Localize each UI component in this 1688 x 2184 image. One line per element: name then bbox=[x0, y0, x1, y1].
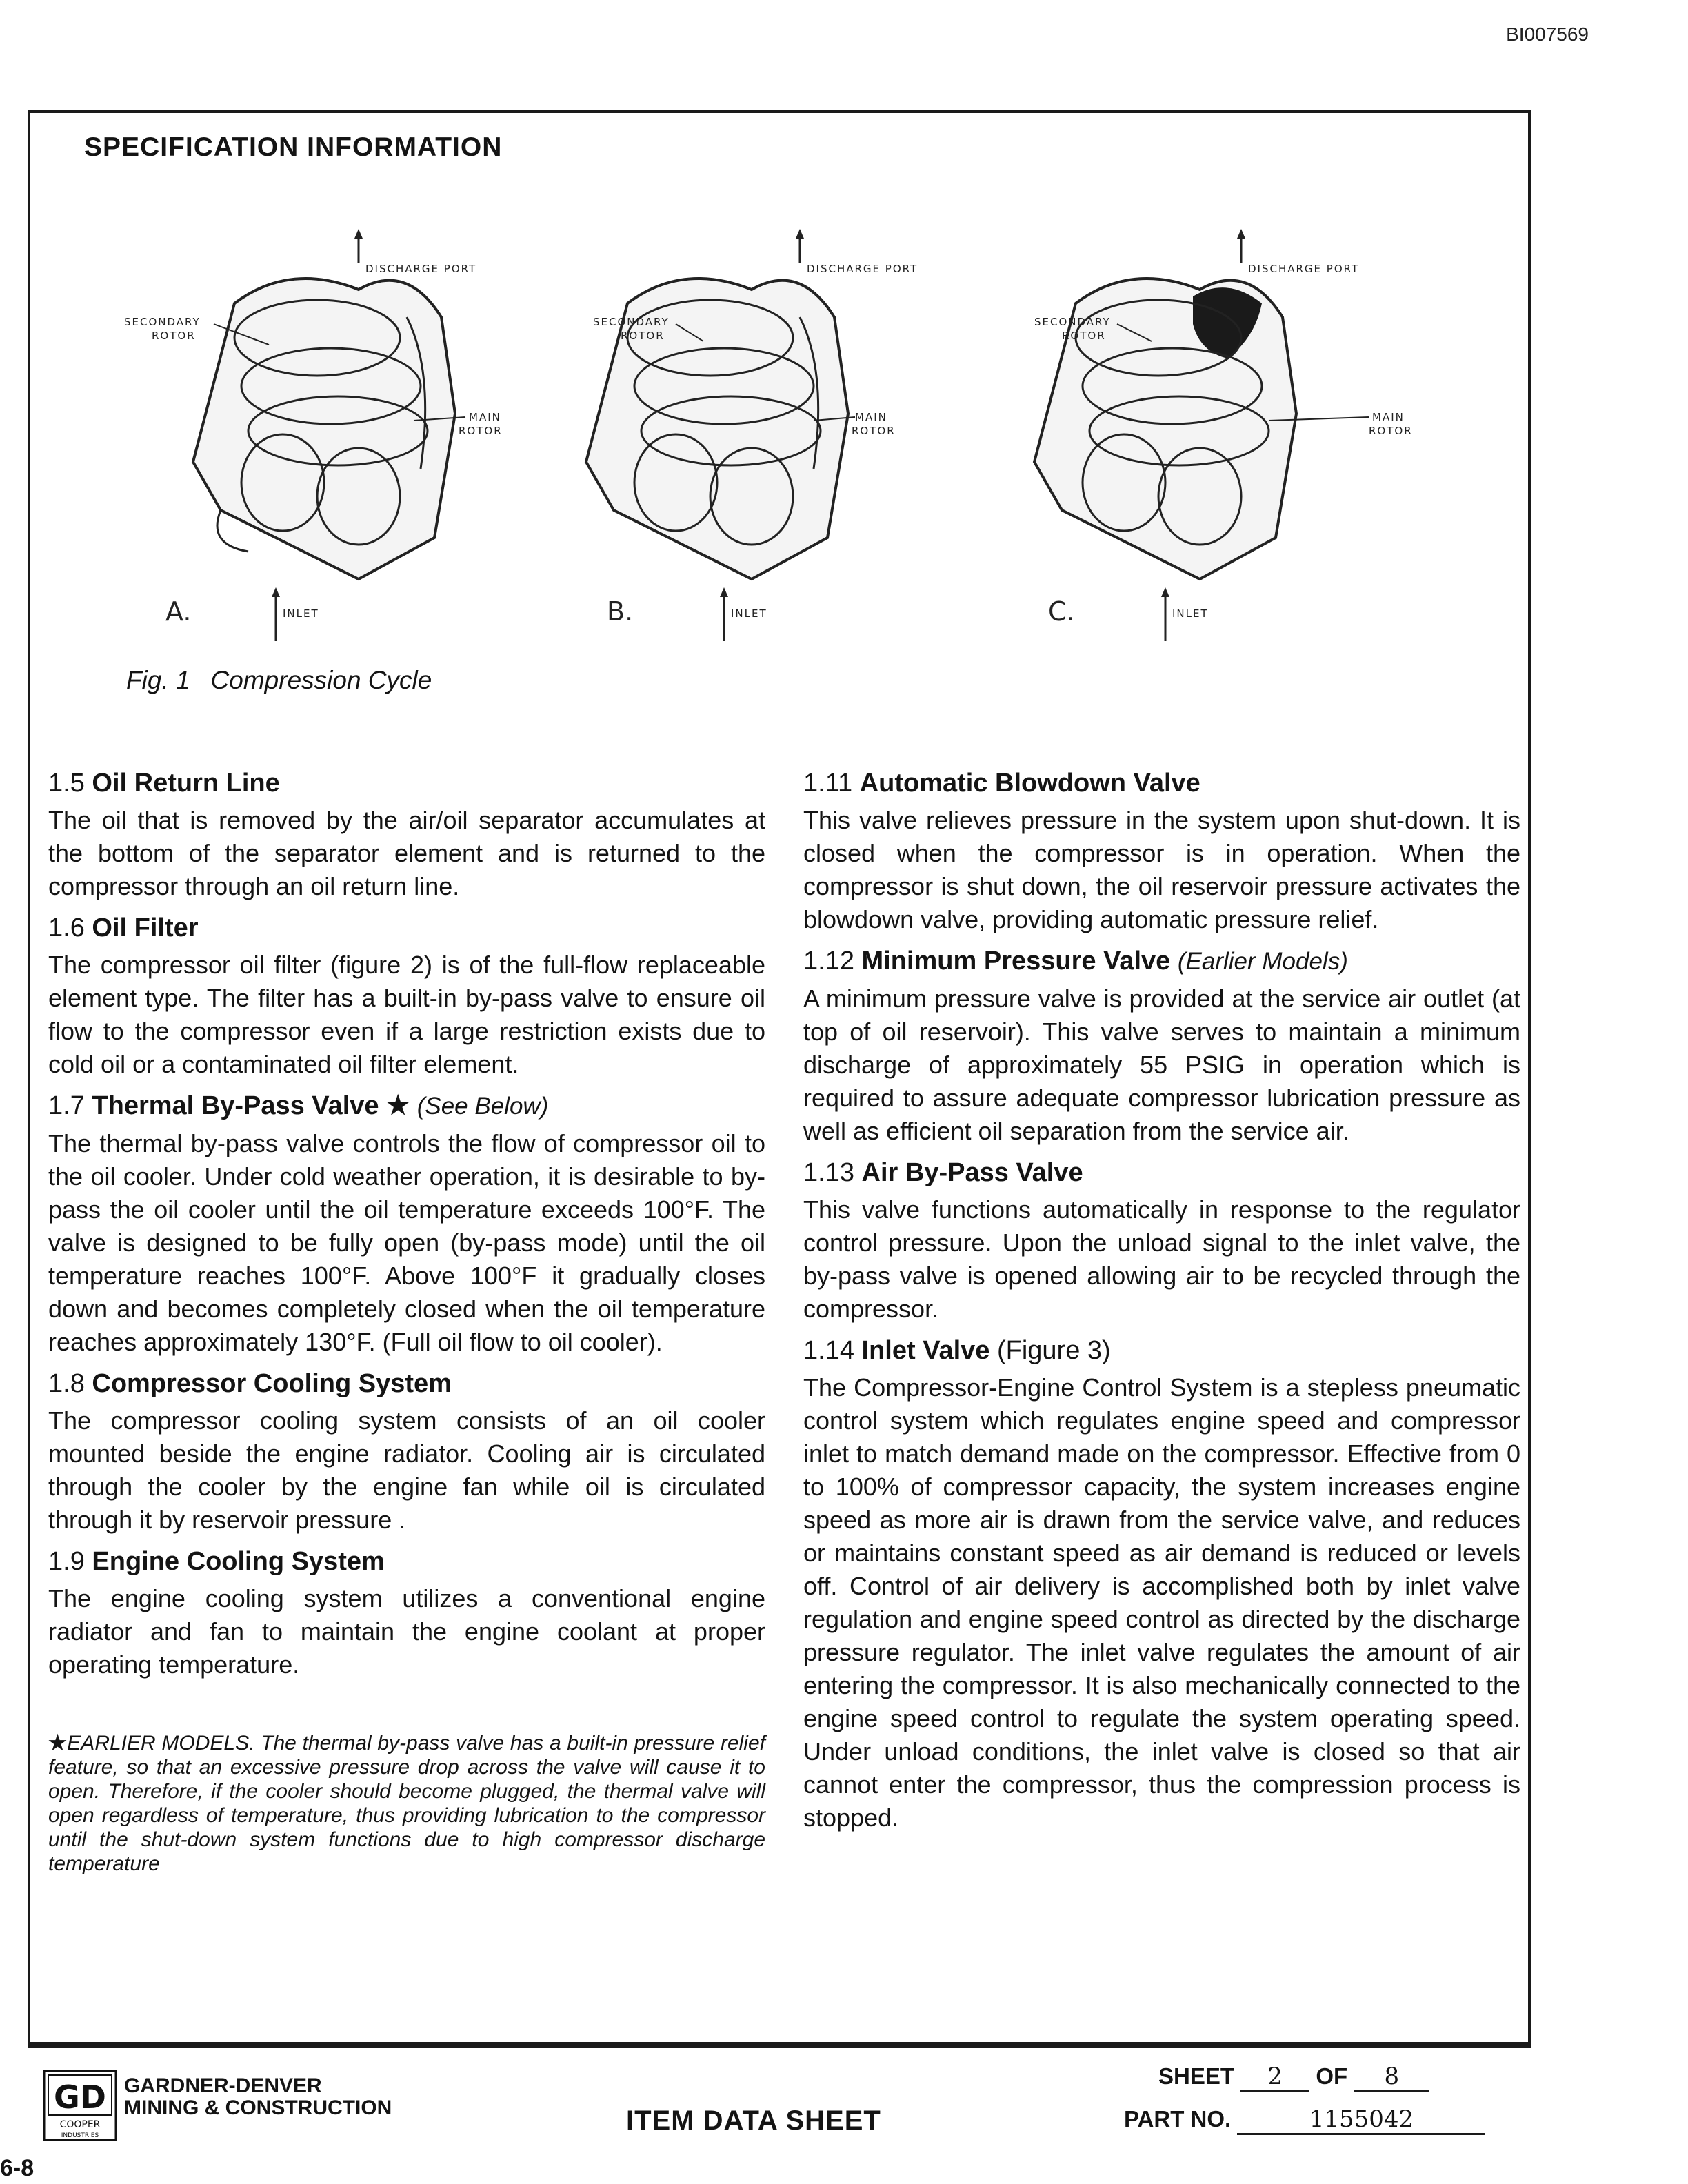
secondary-rotor-label: SECONDARY bbox=[593, 316, 670, 328]
section-heading: 1.7 Thermal By-Pass Valve ★ (See Below) bbox=[48, 1091, 549, 1120]
figure-letter-a: A. bbox=[165, 596, 192, 627]
svg-text:ROTOR: ROTOR bbox=[852, 425, 896, 437]
section-heading: 1.6 Oil Filter bbox=[48, 913, 199, 942]
discharge-port-label: DISCHARGE PORT bbox=[365, 263, 477, 275]
figure-letter-b: B. bbox=[607, 596, 634, 627]
svg-text:INDUSTRIES: INDUSTRIES bbox=[61, 2132, 99, 2139]
section-heading: 1.8 Compressor Cooling System bbox=[48, 1369, 452, 1398]
main-rotor-label: MAIN bbox=[1372, 411, 1405, 423]
section-body: The compressor oil filter (figure 2) is of the full-flow replaceable element type. The filter has a built-in by-pass valve to ensure oil flow to the compressor even if a large restriction exists due to cold oil or a contaminated oil filter element. bbox=[48, 951, 765, 1078]
svg-text:ROTOR: ROTOR bbox=[1369, 425, 1413, 437]
section-heading: 1.9 Engine Cooling System bbox=[48, 1547, 385, 1576]
inlet-label: INLET bbox=[731, 607, 767, 620]
discharge-port-label: DISCHARGE PORT bbox=[1248, 263, 1360, 275]
inlet-label: INLET bbox=[283, 607, 319, 620]
right-column bbox=[803, 765, 1520, 1841]
earlier-models-footnote: ★EARLIER MODELS. The thermal by-pass valve has a built-in pressure relief feature, so that an excessive pressure drop across the valve will cause it to open. Therefore, if the cooler should become plugged, the thermal valve will open regardless of temperature, thus providing lubrication to the compressor until the shut-down system functions due to high compressor discharge temperature bbox=[48, 1732, 765, 1875]
discharge-port-label: DISCHARGE PORT bbox=[807, 263, 918, 275]
compression-diagram-c bbox=[1007, 221, 1483, 676]
svg-text:ROTOR: ROTOR bbox=[459, 425, 503, 437]
document-id: BI007569 bbox=[1506, 23, 1589, 45]
section-body: The thermal by-pass valve controls the flow of compressor oil to the oil cooler. Under cold weather operation, it is desirable to by-pass the oil cooler until the oil temperature exceeds 100°F. The valve is designed to be fully open (by-pass mode) until the oil temperature reaches 100°F. Above 100°F it gradually closes down and becomes completely closed when the oil temperature reaches approximately 130°F. (Full oil flow to oil cooler). bbox=[48, 1129, 765, 1356]
figure-caption: Fig. 1 Compression Cycle bbox=[126, 666, 432, 694]
secondary-rotor-label: SECONDARY bbox=[1034, 316, 1111, 328]
svg-text:GD: GD bbox=[54, 2079, 106, 2116]
svg-text:ROTOR: ROTOR bbox=[621, 330, 665, 342]
section-heading: 1.5 Oil Return Line bbox=[48, 769, 280, 798]
item-data-sheet-title: ITEM DATA SHEET bbox=[626, 2105, 881, 2136]
page-number: 6-8 bbox=[0, 2155, 34, 2181]
section-body: This valve relieves pressure in the system upon shut-down. It is closed when the compressor is in operation. When the compressor is shut down, the oil reservoir pressure activates the blowdown valve, providing automatic pressure relief. bbox=[803, 806, 1520, 933]
section-body: This valve functions automatically in response to the regulator control pressure. Upon the unload signal to the inlet valve, the by-pass valve is opened allowing air to be recycled through the compressor. bbox=[803, 1195, 1520, 1323]
section-body: A minimum pressure valve is provided at the service air outlet (at top of oil reservoir). This valve serves to maintain a minimum discharge of approximately 55 PSIG in operation which is required to assure adequate compressor lubrication pressure as well as efficient oil separation from the service air. bbox=[803, 984, 1520, 1145]
section-body: The oil that is removed by the air/oil separator accumulates at the bottom of the separator element and is returned to the compressor through an oil return line. bbox=[48, 806, 765, 900]
section-body: The compressor cooling system consists of an oil cooler mounted beside the engine radiator. Cooling air is circulated through the cooler by the engine fan while oil is circulated through it by reservoir pressure . bbox=[48, 1406, 765, 1534]
section-heading: 1.13 Air By-Pass Valve bbox=[803, 1158, 1083, 1187]
main-rotor-label: MAIN bbox=[469, 411, 501, 423]
footer-divider bbox=[28, 2045, 1531, 2048]
spec-title: SPECIFICATION INFORMATION bbox=[84, 132, 503, 162]
left-column bbox=[48, 765, 765, 1876]
svg-text:ROTOR: ROTOR bbox=[1062, 330, 1106, 342]
section-body: The engine cooling system utilizes a conventional engine radiator and fan to maintain the engine coolant at proper operating temperature. bbox=[48, 1584, 765, 1679]
section-heading: 1.11 Automatic Blowdown Valve bbox=[803, 769, 1200, 798]
part-number: PART NO. 1155042 bbox=[1124, 2105, 1485, 2135]
svg-text:ROTOR: ROTOR bbox=[152, 330, 196, 342]
inlet-label: INLET bbox=[1172, 607, 1209, 620]
company-name: GARDNER-DENVER MINING & CONSTRUCTION bbox=[124, 2074, 392, 2119]
figure-letter-c: C. bbox=[1048, 596, 1075, 627]
section-body: The Compressor-Engine Control System is a stepless pneumatic control system which regulates engine speed and compressor inlet to match demand made on the compressor. Effective from 0 to 100% of compressor capacity, the system increases engine speed as more air is drawn from the service valve, and reduces or maintains constant speed as air demand is reduced or levels off. Control of air delivery is accomplished both by inlet valve regulation and engine speed control as directed by the discharge pressure regulator. The inlet valve regulates the amount of air entering the compressor. It is also mechanically connected to the engine speed control to regulate the system operating speed. Under unload conditions, the inlet valve is closed so that air cannot enter the compressor, thus the compression process is stopped. bbox=[803, 1373, 1520, 1832]
secondary-rotor-label: SECONDARY bbox=[124, 316, 201, 328]
section-heading: 1.14 Inlet Valve (Figure 3) bbox=[803, 1336, 1111, 1365]
main-rotor-label: MAIN bbox=[855, 411, 887, 423]
svg-text:COOPER: COOPER bbox=[59, 2119, 101, 2130]
sheet-number: SHEET 2 OF 8 bbox=[1158, 2063, 1429, 2092]
compression-diagram-b bbox=[565, 221, 1041, 676]
cooper-logo-icon bbox=[43, 2070, 117, 2141]
section-heading: 1.12 Minimum Pressure Valve (Earlier Models) bbox=[803, 947, 1348, 975]
compression-diagram-a bbox=[110, 221, 586, 676]
